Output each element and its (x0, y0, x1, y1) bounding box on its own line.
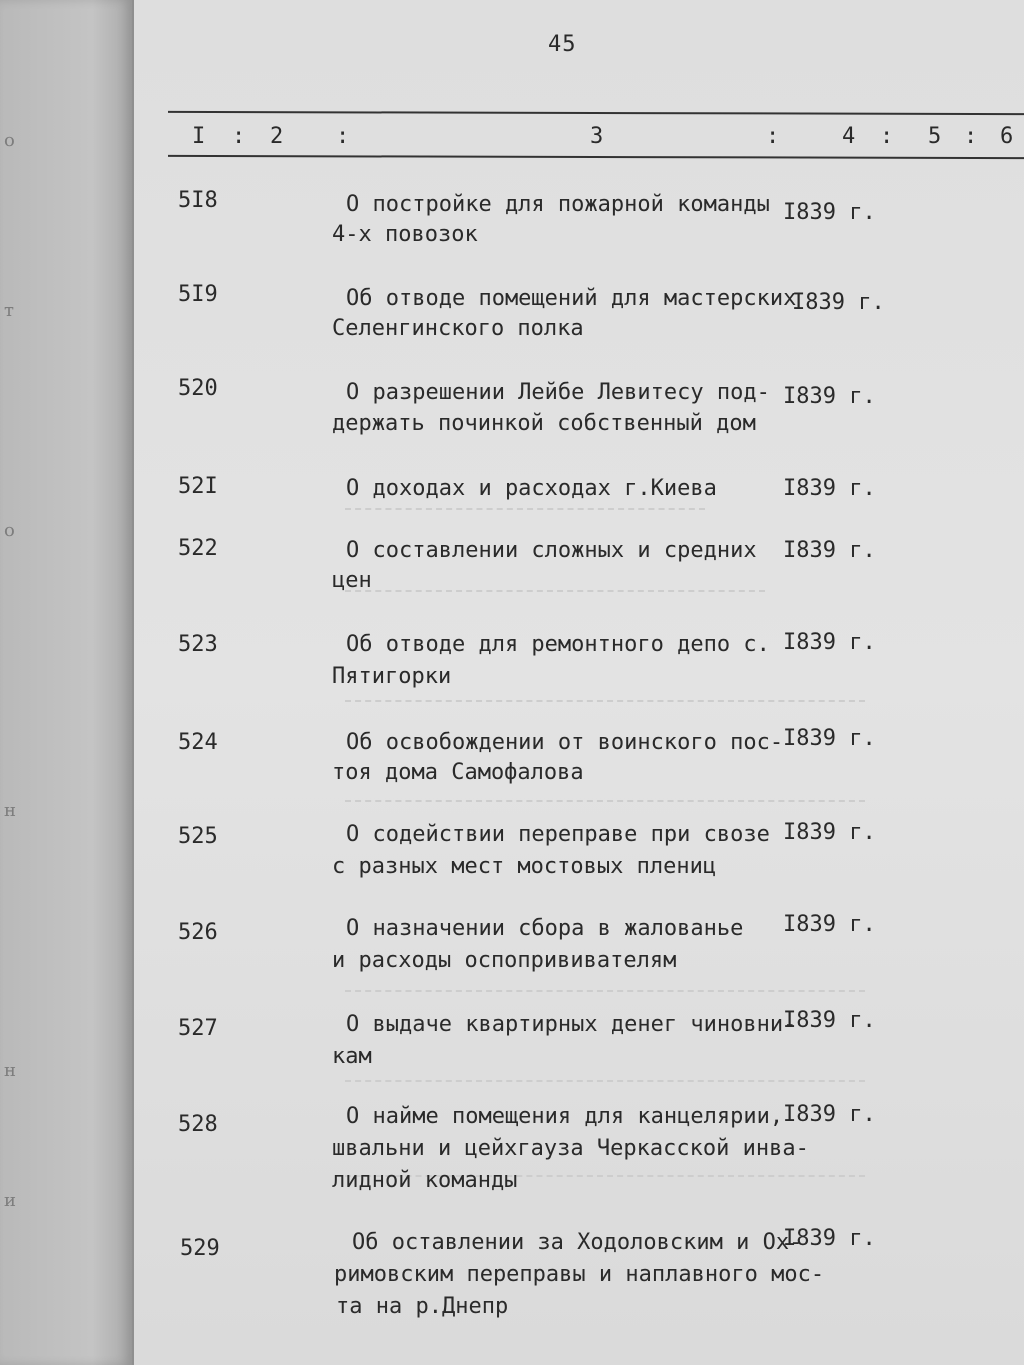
entry-number: 520 (178, 376, 218, 401)
entry-number: 529 (180, 1236, 220, 1261)
column-header: 6 (1000, 124, 1014, 149)
entry-number: 527 (178, 1016, 218, 1041)
entry-year: I839 г. (783, 476, 876, 501)
column-header: 3 (590, 124, 604, 149)
margin-mark: и (4, 1190, 16, 1211)
entry-year: I839 г. (783, 1226, 876, 1251)
entry-year: I839 г. (783, 726, 876, 751)
column-separator: : (766, 124, 780, 149)
margin-mark: н (4, 800, 16, 821)
entry-title: О составлении сложных и средних (346, 538, 757, 563)
entry-title: О доходах и расходах г.Киева (346, 476, 717, 501)
column-separator: : (232, 124, 246, 149)
entry-title: 4-х повозок (332, 222, 478, 247)
entry-title: с разных мест мостовых плениц (332, 854, 717, 879)
entry-title: О содействии переправе при свозе (346, 822, 770, 847)
entry-number: 526 (178, 920, 218, 945)
entry-title: швальни и цейхгауза Черкасской инва- (332, 1136, 809, 1161)
column-separator: : (964, 124, 978, 149)
entry-year: I839 г. (783, 630, 876, 655)
entry-title: О разрешении Лейбе Левитесу под- (346, 380, 770, 405)
entry-year: I839 г. (783, 1008, 876, 1033)
entry-year: I839 г. (783, 912, 876, 937)
entry-number: 528 (178, 1112, 218, 1137)
entry-year: I839 г. (783, 820, 876, 845)
margin-mark: о (4, 130, 15, 151)
entry-year: I839 г. (783, 384, 876, 409)
entry-number: 5I9 (178, 282, 218, 307)
entry-title: та на р.Днепр (336, 1294, 509, 1319)
entry-title: О выдаче квартирных денег чиновни- (346, 1012, 797, 1037)
entry-number: 5I8 (178, 188, 218, 213)
bleed-through (345, 1080, 865, 1096)
entry-number: 522 (178, 536, 218, 561)
entry-title: кам (332, 1044, 372, 1069)
column-header: 4 (842, 124, 856, 149)
entry-title: лидной команды (332, 1168, 518, 1193)
margin-mark: н (4, 1060, 16, 1081)
column-separator: : (336, 124, 350, 149)
entry-title: держать починкой собственный дом (332, 411, 756, 436)
entry-title: Об отводе для ремонтного депо с. (346, 632, 770, 657)
entry-title: Об освобождении от воинского пос- (346, 730, 784, 755)
entry-title: тоя дома Самофалова (332, 760, 584, 785)
entry-title: Об оставлении за Ходоловским и Ох- (352, 1230, 803, 1255)
entry-year: I839 г. (792, 290, 885, 315)
entry-year: I839 г. (783, 1102, 876, 1127)
entry-year: I839 г. (783, 200, 876, 225)
margin-mark: т (4, 300, 14, 321)
bleed-through (345, 590, 765, 606)
margin-mark: о (4, 520, 15, 541)
entry-title: О назначении сбора в жалованье (346, 916, 744, 941)
entry-title: О постройке для пожарной команды (346, 192, 770, 217)
entry-title: О найме помещения для канцелярии, (346, 1104, 784, 1129)
entry-title: цен (332, 568, 372, 593)
entry-number: 52I (178, 474, 218, 499)
entry-title: Селенгинского полка (332, 316, 584, 341)
entry-title: римовским переправы и наплавного мос- (334, 1262, 825, 1287)
entry-number: 525 (178, 824, 218, 849)
previous-page-edge (0, 0, 134, 1365)
bleed-through (345, 800, 865, 816)
entry-year: I839 г. (783, 538, 876, 563)
entry-number: 524 (178, 730, 218, 755)
bleed-through (345, 700, 865, 716)
column-header: 5 (928, 124, 942, 149)
bleed-through (345, 508, 705, 524)
entry-title: и расходы оспопрививателям (332, 948, 677, 973)
entry-title: Об отводе помещений для мастерских (346, 286, 797, 311)
page-number: 45 (548, 32, 577, 57)
column-separator: : (880, 124, 894, 149)
column-header: 2 (270, 124, 284, 149)
column-header: I (192, 124, 206, 149)
bleed-through (345, 990, 865, 1006)
entry-number: 523 (178, 632, 218, 657)
entry-title: Пятигорки (332, 664, 452, 689)
